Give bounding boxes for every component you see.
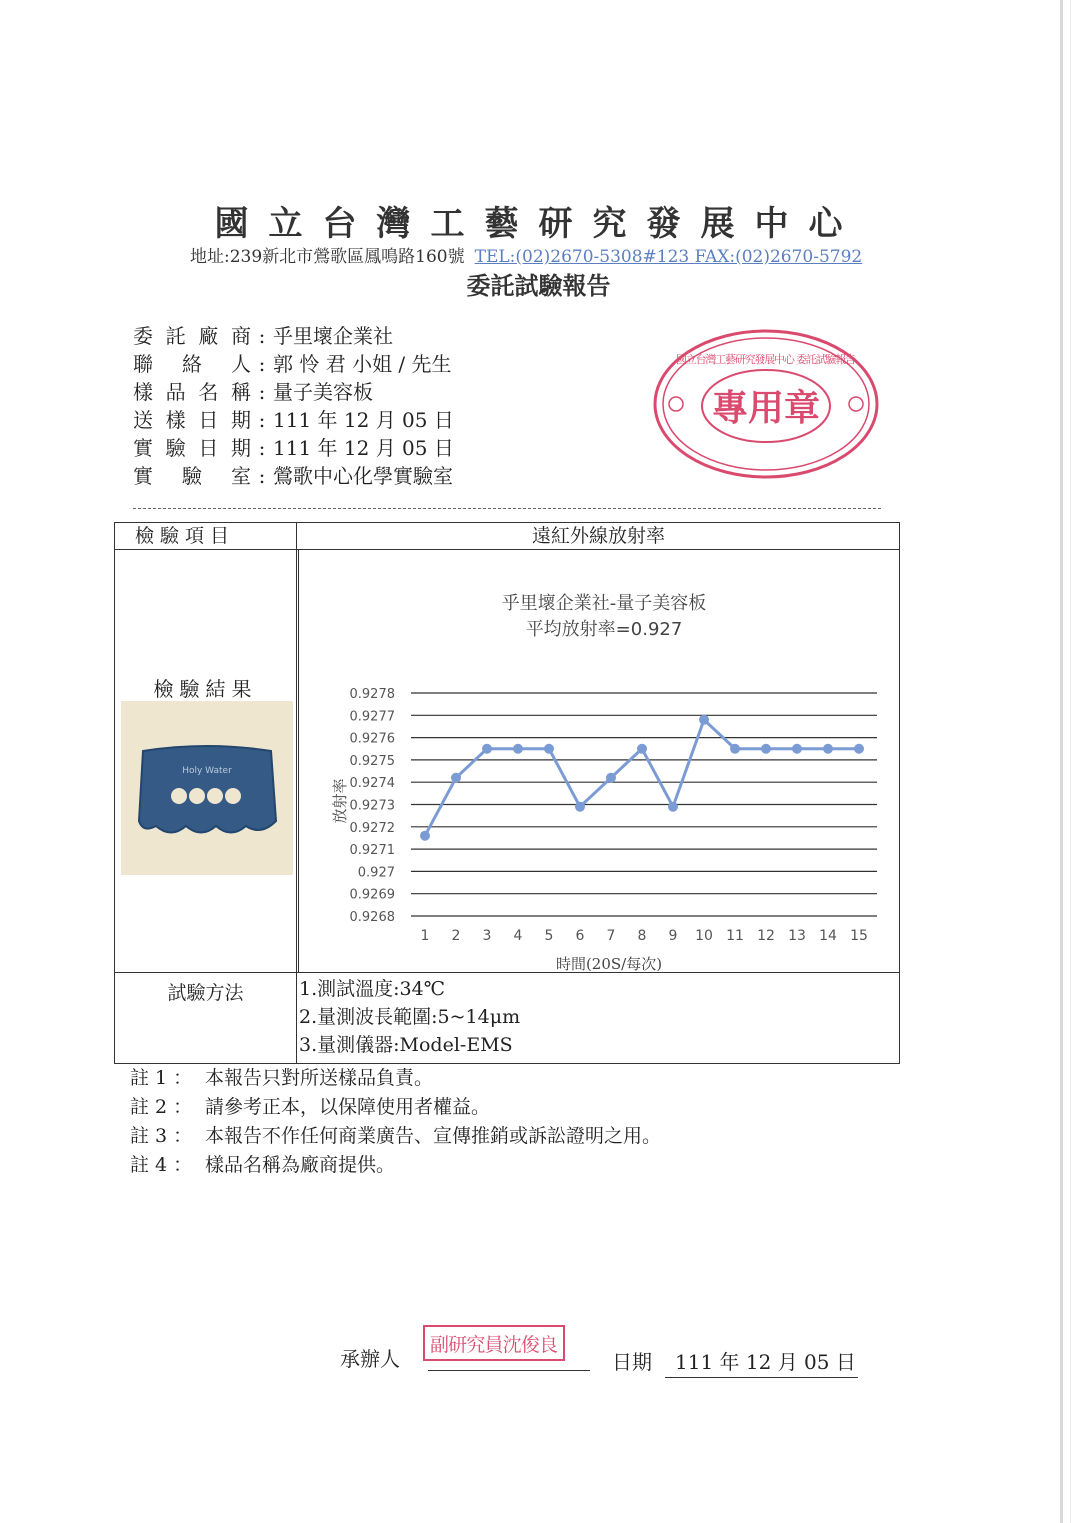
chart-title: 乎里壞企業社-量子美容板	[501, 593, 707, 614]
x-tick-label: 5	[544, 928, 554, 944]
info-value: 郭 怜 君 小姐 / 先生	[273, 352, 452, 376]
info-label: 送樣日期	[133, 408, 251, 432]
x-tick-label: 2	[451, 928, 461, 944]
note-item	[130, 1064, 661, 1093]
seal-center-text: 專用章	[711, 387, 821, 429]
info-row-sample: 樣品名稱 : 量子美容板	[133, 380, 373, 404]
y-tick-label: 0.9278	[349, 687, 395, 702]
x-tick-label: 1	[420, 928, 430, 944]
data-point	[668, 802, 678, 812]
note-item	[130, 1093, 661, 1122]
method-item: 1.測試溫度:34℃	[299, 978, 445, 1000]
y-tick-label: 0.9274	[349, 776, 395, 792]
data-point	[792, 744, 802, 754]
signature-stamp-text: 副研究員沈俊良	[430, 1334, 558, 1356]
photo-engraving: Holy Water	[182, 766, 232, 776]
data-point	[854, 744, 864, 754]
result-table	[114, 522, 900, 1064]
y-axis-label: 放射率	[331, 778, 349, 824]
y-tick-label: 0.9268	[349, 910, 395, 925]
x-tick-label: 14	[819, 928, 837, 944]
note-text: 本報告不作任何商業廣告、宣傳推銷或訴訟證明之用。	[205, 1125, 662, 1147]
data-point	[637, 744, 647, 754]
method-item: 2.量測波長範圍:5~14μm	[299, 1006, 521, 1028]
note-label: 註 1 ：	[130, 1067, 193, 1089]
notes	[130, 1064, 661, 1180]
x-tick-label: 12	[757, 928, 775, 944]
data-point	[761, 744, 771, 754]
data-point	[513, 744, 523, 754]
org-name: 國立台灣工藝研究發展中心	[214, 204, 863, 244]
plum-blossom-icon	[849, 397, 863, 411]
handler-label: 承辦人	[340, 1347, 400, 1371]
note-text: 請參考正本，以保障使用者權益。	[205, 1096, 491, 1118]
contact-info: TEL:(02)2670-5308#123 FAX:(02)2670-5792	[474, 247, 863, 267]
x-tick-label: 10	[695, 928, 713, 944]
info-value: 111 年 12 月 05 日	[273, 436, 454, 460]
x-axis-label: 時間(20S/每次)	[555, 955, 663, 971]
x-tick-label: 8	[637, 928, 647, 944]
signature-stamp	[422, 1322, 566, 1364]
chart-subtitle: 平均放射率=0.927	[525, 619, 683, 640]
seal-ring-text: 國立台灣工藝研究發展中心 委託試驗報告	[676, 353, 856, 366]
client-info	[133, 322, 454, 490]
x-tick-label: 4	[513, 928, 523, 944]
info-value: 乎里壞企業社	[273, 324, 393, 348]
x-tick-label: 7	[606, 928, 616, 944]
info-label: 聯絡人	[133, 352, 251, 376]
plum-blossom-icon	[669, 397, 683, 411]
date-label: 日期	[612, 1350, 652, 1374]
info-value: 量子美容板	[273, 380, 373, 404]
x-tick-label: 11	[726, 928, 744, 944]
method-label: 試驗方法	[167, 982, 244, 1004]
info-row-received: 送樣日期 : 111 年 12 月 05 日	[133, 408, 454, 432]
y-tick-label: 0.9273	[349, 798, 395, 814]
method-item: 3.量測儀器:Model-EMS	[299, 1034, 513, 1056]
x-tick-label: 9	[668, 928, 678, 944]
sample-photo	[121, 701, 293, 875]
separator-line	[133, 508, 881, 509]
info-value: 鶯歌中心化學實驗室	[273, 464, 453, 488]
info-row-lab: 實驗室 : 鶯歌中心化學實驗室	[133, 464, 453, 488]
info-row-tested: 實驗日期 : 111 年 12 月 05 日	[133, 436, 454, 460]
data-point	[544, 744, 554, 754]
y-tick-label: 0.9269	[349, 887, 395, 903]
emissivity-chart	[299, 551, 897, 971]
x-tick-label: 15	[850, 928, 868, 944]
info-label: 樣品名稱	[133, 380, 251, 404]
x-tick-label: 13	[788, 928, 806, 944]
y-tick-label: 0.9271	[349, 843, 395, 859]
x-tick-label: 3	[482, 928, 492, 944]
note-label: 註 4 ：	[130, 1154, 193, 1176]
address: 地址:239新北市鶯歌區鳳鳴路160號	[190, 247, 465, 267]
data-point	[606, 773, 616, 783]
result-label: 檢驗結果	[153, 677, 258, 701]
data-point	[823, 744, 833, 754]
method-list	[299, 975, 520, 1059]
y-tick-label: 0.927	[357, 865, 395, 881]
data-point	[575, 802, 585, 812]
data-point	[699, 715, 709, 725]
test-name: 遠紅外線放射率	[531, 525, 665, 547]
date-value: 111 年 12 月 05 日	[665, 1346, 858, 1378]
y-tick-label: 0.9277	[349, 709, 395, 725]
note-label: 註 2 ：	[130, 1096, 193, 1118]
info-label: 實驗日期	[133, 436, 251, 460]
info-row-client: 委託廠商 : 乎里壞企業社	[133, 324, 393, 348]
info-label: 實驗室	[133, 464, 251, 488]
data-point	[730, 744, 740, 754]
note-item	[130, 1151, 661, 1180]
item-header: 檢驗項目	[135, 525, 236, 547]
address-line	[190, 242, 862, 267]
official-seal-stamp	[652, 328, 880, 480]
report-title: 委託試驗報告	[466, 271, 611, 300]
info-row-contact: 聯絡人 : 郭 怜 君 小姐 / 先生	[133, 352, 452, 376]
note-item	[130, 1122, 661, 1151]
y-tick-label: 0.9272	[349, 820, 395, 836]
info-label: 委託廠商	[133, 324, 251, 348]
y-tick-label: 0.9275	[349, 753, 395, 769]
x-tick-label: 6	[575, 928, 585, 944]
data-point	[482, 744, 492, 754]
signature-line	[428, 1370, 590, 1371]
note-label: 註 3 ：	[130, 1125, 193, 1147]
info-value: 111 年 12 月 05 日	[273, 408, 454, 432]
data-point	[420, 831, 430, 841]
note-text: 本報告只對所送樣品負責。	[205, 1067, 434, 1089]
note-text: 樣品名稱為廠商提供。	[205, 1154, 396, 1176]
data-point	[451, 773, 461, 783]
y-tick-label: 0.9276	[349, 731, 395, 747]
